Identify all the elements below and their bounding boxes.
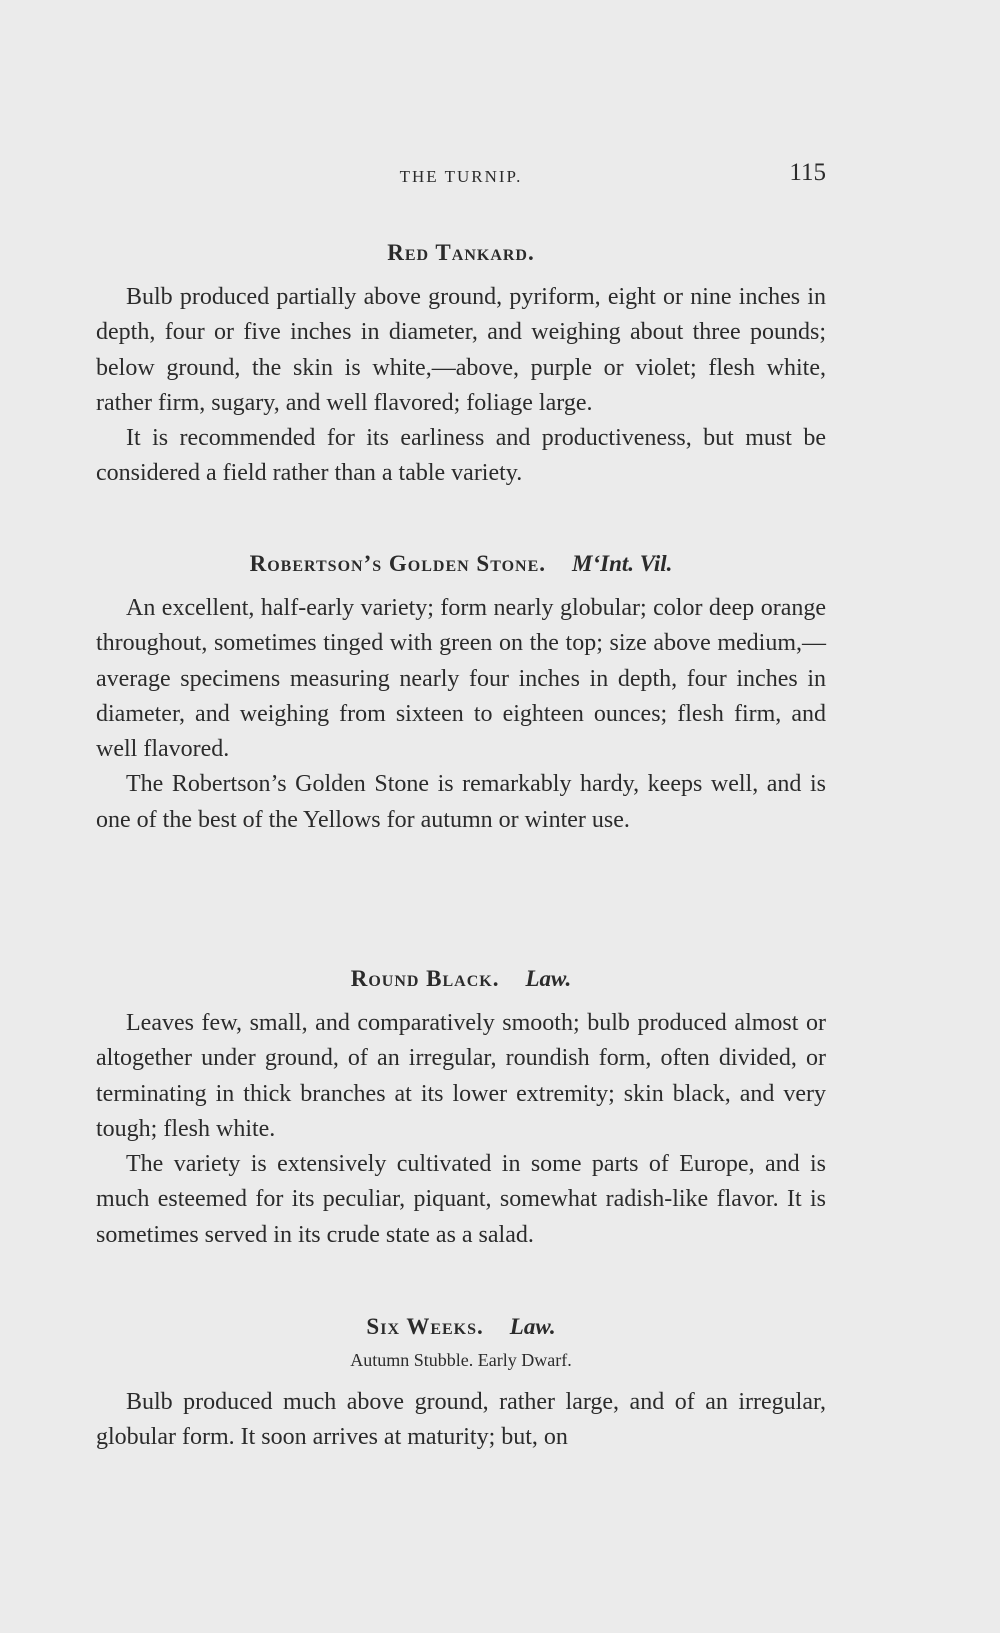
- section-robertsons-golden-stone: [96, 551, 826, 838]
- section-round-black: [96, 966, 826, 1253]
- section-title: Robertson’s Golden Stone.: [249, 551, 547, 576]
- section-paragraph: Bulb produced much above ground, rather large, and of an irregular, globular form. It soon arrives at maturity; but, on: [96, 1389, 826, 1451]
- section-authority: Law.: [525, 966, 572, 991]
- section-six-weeks: [96, 1314, 826, 1456]
- section-synonyms: Autumn Stubble. Early Dwarf.: [350, 1350, 572, 1370]
- section-authority: Law.: [509, 1314, 556, 1339]
- section-title: Red Tankard.: [387, 240, 535, 265]
- running-title: THE TURNIP.: [399, 167, 523, 186]
- section-paragraph: The variety is extensively cultivated in some parts of Europe, and is much esteemed for its peculiar, piquant, somewhat radish-like flavor. It is sometimes served in its crude state as a salad.: [96, 1151, 826, 1248]
- page-number: 115: [789, 159, 826, 186]
- section-title: Round Black.: [350, 966, 500, 991]
- section-paragraph: Bulb produced partially above ground, pyriform, eight or nine inches in depth, four or five inches in diameter, and weighing about three pounds; below ground, the skin is white,—above, purple or violet; flesh white, rather firm, sugary, and well flavored; foliage large.: [96, 284, 826, 416]
- section-paragraph: It is recommended for its earliness and productiveness, but must be considered a field rather than a table variety.: [96, 425, 826, 487]
- section-authority: M‘Int. Vil.: [572, 551, 673, 576]
- section-heading: [96, 551, 826, 577]
- section-paragraph: Leaves few, small, and comparatively smooth; bulb produced almost or altogether under ground, of an irregular, roundish form, often divided, or terminating in thick branches at its lower extremity; skin black, and very tough; flesh white.: [96, 1010, 826, 1142]
- section-heading: [96, 966, 826, 992]
- section-heading: [96, 240, 826, 266]
- section-title: Six Weeks.: [366, 1314, 484, 1339]
- running-head: [96, 159, 826, 197]
- section-heading: [96, 1314, 826, 1340]
- section-paragraph: An excellent, half-early variety; form nearly globular; color deep orange throughout, sometimes tinged with green on the top; size above medium,—average specimens measuring nearly four inches in depth, four inches in diameter, and weighing from sixteen to eighteen ounces; flesh firm, and well flavored.: [96, 595, 826, 763]
- section-paragraph: The Robertson’s Golden Stone is remarkably hardy, keeps well, and is one of the best of the Yellows for autumn or winter use.: [96, 771, 826, 833]
- section-red-tankard: [96, 240, 826, 492]
